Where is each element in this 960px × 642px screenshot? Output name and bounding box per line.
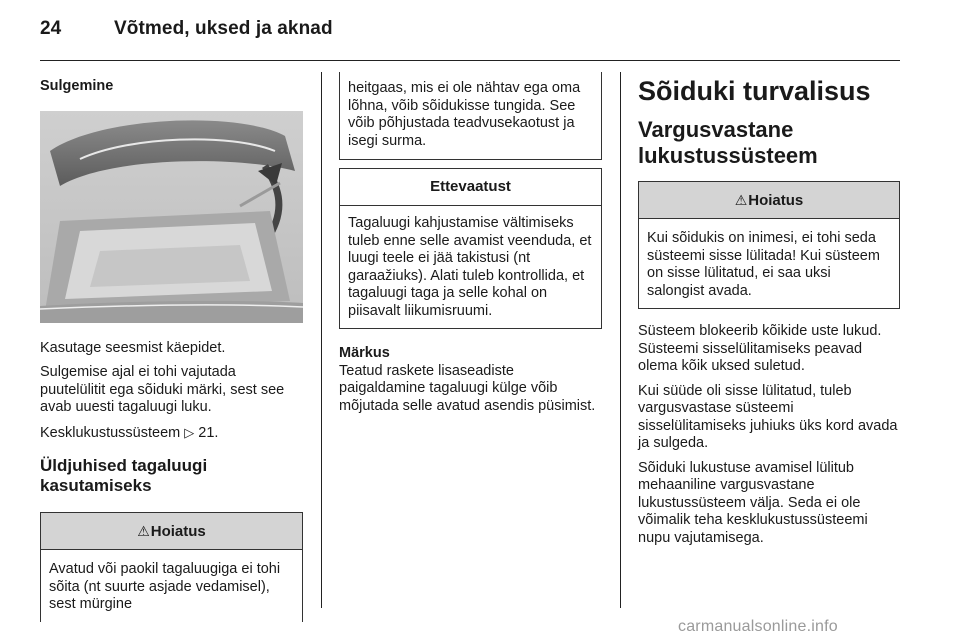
paragraph-blocks-locks: Süsteem blokeerib kõikide uste lukud. Süsteemi sisselülitamiseks peavad olema kõik uksed suletud.	[638, 323, 882, 374]
note-body: Teatud raskete lisaseadiste paigaldamine tagaluugi külge võib mõjutada selle avatud asendis püsimist.	[339, 362, 596, 414]
chapter-title: Võtmed, uksed ja aknad	[114, 18, 333, 39]
caution-title: Ettevaatust	[340, 169, 601, 206]
column-divider-left	[321, 72, 322, 608]
caution-box	[339, 168, 602, 329]
section-title-vehicle-security: Sõiduki turvalisus	[638, 76, 871, 106]
paragraph-unlocking: Sõiduki lukustuse avamisel lülitub mehaaniline vargusvastane lukustussüsteem välja. Seda ei ole võimalik teha kesklukustussüsteemi nupu vajutamisega.	[638, 459, 868, 546]
warning-title: Hoiatus	[748, 192, 804, 209]
car-tailgate-interior-photo	[40, 111, 303, 323]
section-title-closing: Sulgemine	[40, 78, 114, 94]
column-2	[339, 72, 602, 422]
page-header	[40, 18, 333, 40]
column-1	[40, 72, 303, 622]
warning-continued-body: heitgaas, mis ei ole nähtav ega oma lõhna, võib sõidukisse tungida. See võib põhjustada teadvusekaotust ja isegi surma.	[348, 80, 581, 149]
reference-page-number: 21.	[198, 424, 219, 441]
watermark: carmanualsonline.info	[678, 618, 838, 635]
warning-body: Avatud või paokil tagaluugiga ei tohi sõita (nt suurte asjade vedamisel), sest mürgine	[49, 561, 281, 612]
column-3	[638, 72, 900, 554]
warning-box-tailgate	[40, 512, 303, 622]
paragraph-central-locking-ref	[40, 424, 303, 443]
page-reference-icon: ▷	[184, 424, 195, 440]
paragraph-ignition: Kui süüde oli sisse lülitatud, tuleb vargusvastase süsteemi sisselülitamiseks juhiuks üks kord avada ja sulgeda.	[638, 382, 898, 451]
warning-header	[41, 513, 302, 550]
subsection-title-anti-theft: Vargusvastane lukustussüsteem	[638, 117, 818, 168]
warning-box-continued	[339, 72, 602, 160]
warning-triangle-icon: ⚠	[137, 523, 150, 539]
page-number: 24	[40, 18, 62, 39]
caution-body: Tagaluugi kahjustamise vältimiseks tuleb enne selle avamist veenduda, et luugi teele ei jää takistusi (nt garaažiuks). Alati tuleb kontrollida, et tagaluugi taga ja selle kohal on piisavalt liikumisruumi.	[348, 215, 592, 319]
warning-box-anti-theft	[638, 181, 900, 309]
header-rule	[40, 60, 900, 61]
warning-triangle-icon: ⚠	[734, 192, 748, 208]
paragraph-use-handle: Kasutage seesmist käepidet.	[40, 339, 226, 356]
note-title: Märkus	[339, 345, 390, 361]
paragraph-closing-note: Sulgemise ajal ei tohi vajutada puutelülitit ega sõiduki märki, sest see avab uuesti tagaluugi luku.	[40, 364, 285, 415]
column-divider-right	[620, 72, 621, 608]
central-locking-label: Kesklukustussüsteem	[40, 424, 181, 441]
warning-header	[639, 182, 899, 219]
subhead-general-tailgate: Üldjuhised tagaluugi kasutamiseks	[40, 456, 208, 495]
warning-title: Hoiatus	[150, 523, 206, 540]
warning-body: Kui sõidukis on inimesi, ei tohi seda süsteemi sisse lülitada! Kui süsteem on sisse lülitatud, ei saa uksi salongist avada.	[647, 230, 880, 299]
